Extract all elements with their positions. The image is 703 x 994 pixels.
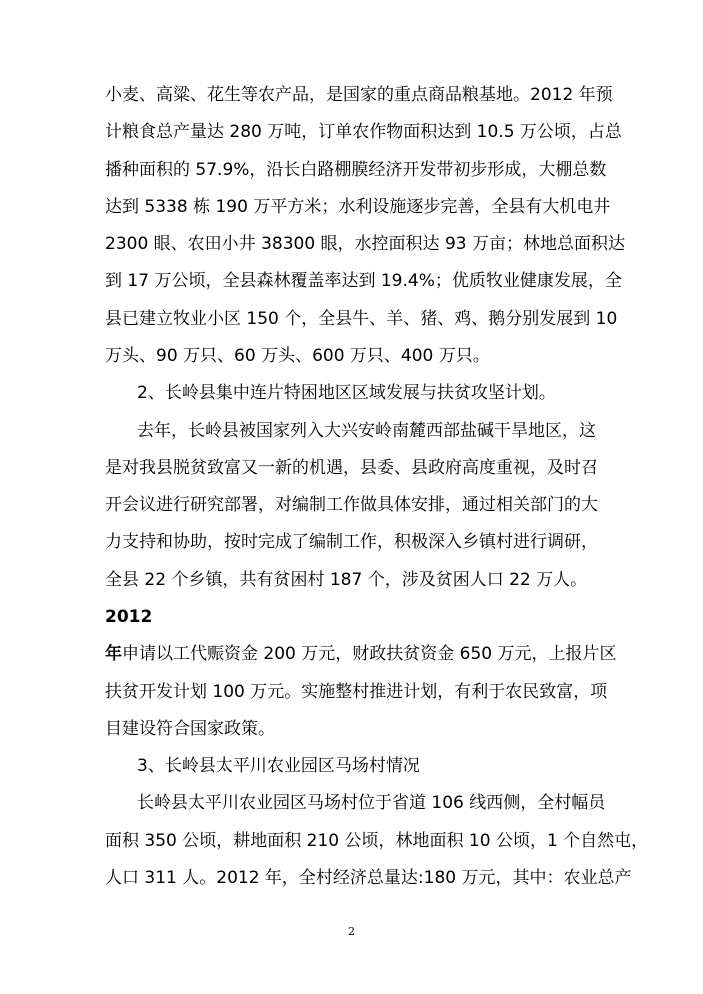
paragraph-line: 长岭县太平川农业园区马场村位于省道 106 线西侧，全村幅员 (137, 793, 606, 813)
paragraph-line: 是对我县脱贫致富又一新的机遇，县委、县政府高度重视，及时召 (105, 458, 598, 478)
paragraph-line: 扶贫开发计划 100 万元。实施整村推进计划，有利于农民致富，项 (105, 682, 608, 702)
paragraph-line (105, 607, 605, 627)
paragraph-line: 全县 22 个乡镇，共有贫困村 187 个，涉及贫困人口 22 万人。 (105, 570, 588, 590)
paragraph-line: 2300 眼、农田小井 38300 眼，水控面积达 93 万亩；林地总面积达 (105, 234, 625, 254)
paragraph-line: 力支持和协助，按时完成了编制工作，积极深入乡镇村进行调研， (105, 532, 598, 552)
bold-year: 2012 (105, 607, 153, 627)
paragraph-line: 播种面积的 57.9%，沿长白路棚膜经济开发带初步形成，大棚总数 (105, 160, 607, 180)
section-heading-2: 2、长岭县集中连片特困地区区域发展与扶贫攻坚计划。 (137, 383, 556, 403)
paragraph-line (105, 644, 617, 664)
bold-year-char: 年 (105, 644, 122, 664)
paragraph-line: 计粮食总产量达 280 万吨，订单农作物面积达到 10.5 万公顷，占总 (105, 122, 622, 142)
paragraph-line: 目建设符合国家政策。 (105, 719, 275, 739)
paragraph-line: 去年，长岭县被国家列入大兴安岭南麓西部盐碱干旱地区，这 (137, 421, 596, 441)
paragraph-line: 人口 311 人。2012 年，全村经济总量达:180 万元，其中：农业总产 (105, 868, 632, 888)
paragraph-line: 到 17 万公顷，全县森林覆盖率达到 19.4%；优质牧业健康发展，全 (105, 271, 622, 291)
paragraph-line: 万头、90 万只、60 万头、600 万只、400 万只。 (105, 346, 490, 366)
paragraph-line: 面积 350 公顷，耕地面积 210 公顷，林地面积 10 公顷，1 个自然屯， (105, 831, 649, 851)
section-heading-3: 3、长岭县太平川农业园区马场村情况 (137, 756, 420, 776)
paragraph-line: 开会议进行研究部署，对编制工作做具体安排，通过相关部门的大 (105, 495, 598, 515)
paragraph-line: 县已建立牧业小区 150 个，全县牛、羊、猪、鸡、鹅分别发展到 10 (105, 309, 618, 329)
paragraph-line: 小麦、高粱、花生等农产品，是国家的重点商品粮基地。2012 年预 (105, 85, 613, 105)
paragraph-line: 达到 5338 栋 190 万平方米；水利设施逐步完善，全县有大机电井 (105, 197, 611, 217)
page-number: 2 (348, 925, 355, 938)
paragraph-text: 申请以工代赈资金 200 万元，财政扶贫资金 650 万元，上报片区 (122, 644, 617, 664)
